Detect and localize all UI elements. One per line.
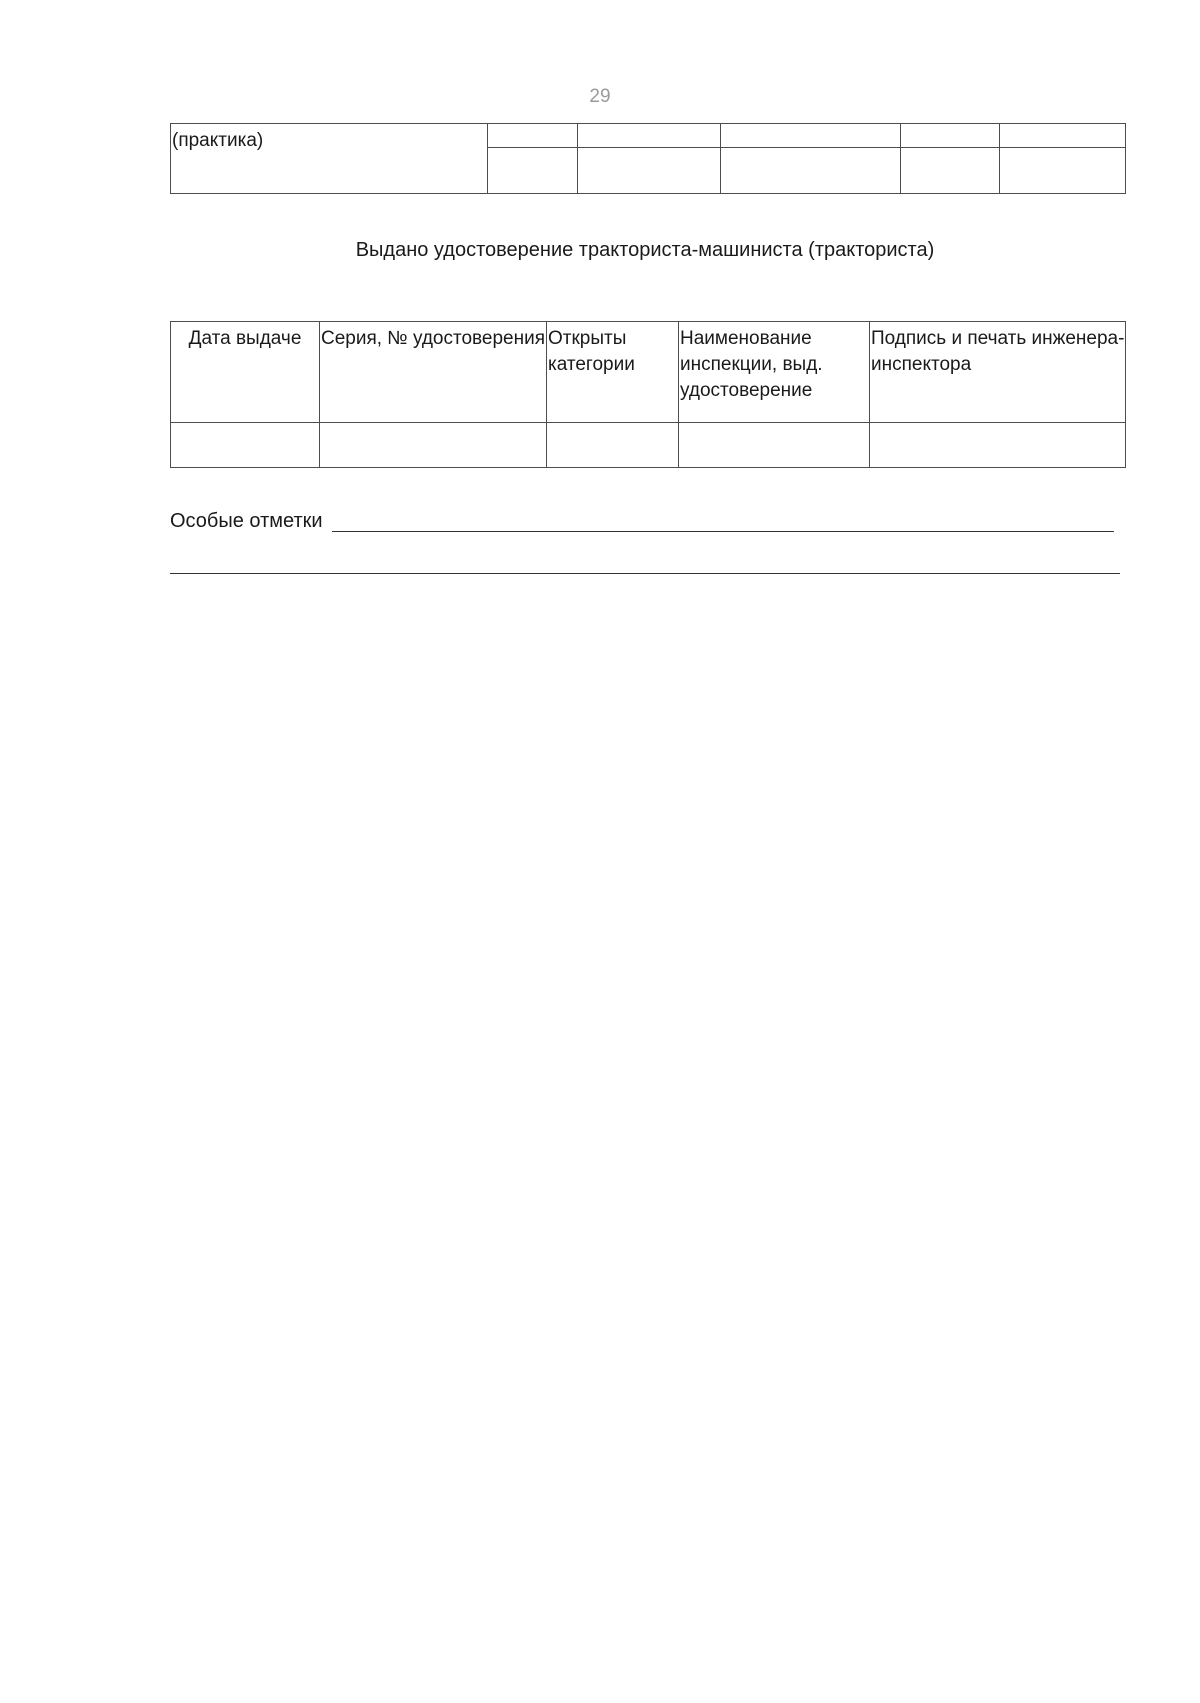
remarks-line[interactable] <box>332 531 1114 532</box>
practice-label: (практика) <box>172 130 264 151</box>
table-cell[interactable] <box>679 423 870 468</box>
table-cell[interactable] <box>901 148 1000 194</box>
page-number: 29 <box>589 86 611 107</box>
header-categories: Открыты категории <box>547 322 679 423</box>
table-cell[interactable] <box>171 423 320 468</box>
header-signature-stamp: Подпись и печать инженера-инспектора <box>870 322 1126 423</box>
table-cell[interactable] <box>488 148 578 194</box>
table-cell[interactable] <box>870 423 1126 468</box>
table-cell[interactable] <box>488 124 578 148</box>
remarks-line-2[interactable] <box>170 573 1120 574</box>
table-cell[interactable] <box>320 423 547 468</box>
remarks-label: Особые отметки <box>170 510 323 532</box>
practice-table <box>170 123 1126 194</box>
table-cell[interactable] <box>721 148 901 194</box>
table-row <box>171 423 1126 468</box>
table-cell[interactable] <box>901 124 1000 148</box>
table-cell[interactable] <box>1000 124 1126 148</box>
table-cell[interactable] <box>721 124 901 148</box>
certificate-table <box>170 321 1126 468</box>
section-title: Выдано удостоверение тракториста-машиниста (тракториста) <box>355 239 935 261</box>
table-header-row <box>171 322 1126 423</box>
practice-label-cell <box>171 124 488 194</box>
table-cell[interactable] <box>578 148 721 194</box>
table-cell[interactable] <box>1000 148 1126 194</box>
header-issue-date: Дата выдаче <box>171 322 320 423</box>
table-cell[interactable] <box>578 124 721 148</box>
table-cell[interactable] <box>547 423 679 468</box>
header-inspection-name: Наименование инспекции, выд. удостоверение <box>679 322 870 423</box>
header-series-number: Серия, № удостоверения <box>320 322 547 423</box>
